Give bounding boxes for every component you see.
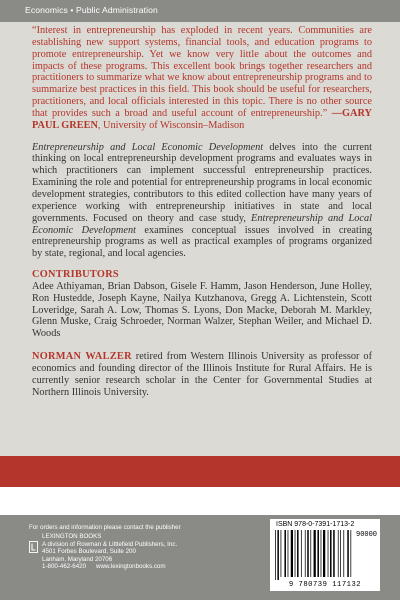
isbn-label: ISBN 978-0-7391-1713-2 [276, 521, 355, 528]
barcode-icon [274, 530, 354, 580]
endorsement-affiliation: , University of Wisconsin–Madison [97, 119, 245, 131]
top-gray-band [0, 0, 400, 22]
publisher-phone: 1-800-462-6420 [42, 563, 87, 571]
cover-text [32, 25, 372, 398]
publisher-website[interactable]: www.lexingtonbooks.com [96, 563, 166, 571]
publisher-contact [42, 563, 232, 571]
orders-line: For orders and information please contact the publisher [29, 524, 181, 531]
description-part-1: delves into the current thinking on local entrepreneurship development programs and evaluates ways in which practitioners can implement successful entrepreneurship practices. Examining the role and potential for entrepreneurship programs in local economic development strategies, contributors to this edited collection have many years of experience working with entrepreneurship initiatives in state and local governments. Focused on theory and case study, [32, 141, 372, 224]
book-title-italic-repeat: Entrepreneurship and Local Economic Development [32, 212, 372, 236]
barcode-box [270, 519, 380, 591]
price-code: 90000 [356, 531, 378, 539]
endorsement-quote [32, 25, 372, 132]
publisher-division: A division of Rowman & Littlefield Publishers, Inc. [42, 540, 178, 548]
contributors-list: Adee Athiyaman, Brian Dabson, Gisele F. Hamm, Jason Henderson, June Holley, Ron Hustedde, Joseph Kayne, Nailya Kutzhanova, Gregg A. Lichtenstein, Scott Loveridge, Sarah A. Low, Thomas S. Lyons, Don Macke, Deborah M. Markley, Glenn Muske, Craig Schroeder, Norman Walzer, Stephan Weiler, and Michael D. Woods [32, 280, 372, 340]
red-band [0, 456, 400, 487]
endorsement-author: —GARY PAUL GREEN [32, 107, 372, 131]
book-title-italic: Entrepreneurship and Local Economic Development [32, 141, 264, 153]
white-stripe [0, 487, 400, 515]
category-label: Economics • Public Administration [25, 5, 158, 15]
publisher-name: LEXINGTON BOOKS [42, 533, 102, 540]
editor-bio-text: retired from Western Illinois University as professor of economics and founding director of the Illinois Institute for Rural Affairs. He is currently senior research scholar in the Center for Governmental Studies at Northern Illinois University. [32, 351, 372, 398]
description-part-2: examines conceptual issues involved in creating entrepreneurship programs as well as practical examples of programs organized by state, regional, and local agencies. [32, 224, 372, 260]
publisher-address-1: 4501 Forbes Boulevard, Suite 200 [42, 548, 136, 556]
book-description [32, 142, 372, 260]
barcode-digits: 9 780739 117132 [288, 581, 362, 589]
editor-bio [32, 351, 372, 398]
endorsement-text: “Interest in entrepreneurship has exploded in recent years. Communities are establishing new support systems, financial tools, and education programs to promote entrepreneurship. Yet we know very little about the outcomes and impacts of these programs. This excellent book brings together researchers and practitioners to summarize what we know about entrepreneurship programs and to summarize best practices in this field. This book should be useful for researchers, practitioners, and local officials interested in this topic. There is no other source that provides such a broad and useful account of entrepreneurship.” [32, 25, 372, 119]
contributors-heading: CONTRIBUTORS [32, 269, 119, 281]
publisher-address-2: Lanham, Maryland 20706 [42, 555, 113, 563]
lexington-books-logo-icon [29, 541, 38, 553]
publisher-info [42, 533, 232, 571]
editor-name: NORMAN WALZER [32, 351, 132, 363]
